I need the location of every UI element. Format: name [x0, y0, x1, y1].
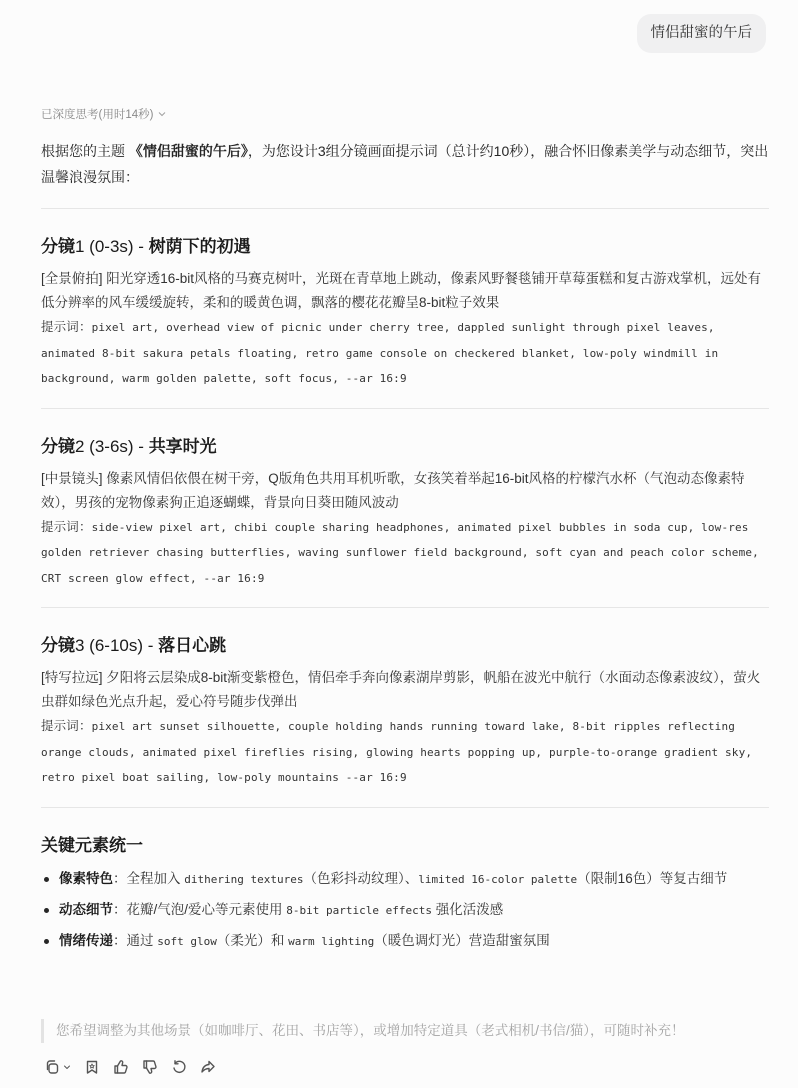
scene-1 — [41, 235, 769, 392]
user-message-bubble — [637, 14, 767, 53]
scene-description: [全景俯拍] 阳光穿透16-bit风格的马赛克树叶，光斑在青草地上跳动，像素风野餐毯铺开草莓蛋糕和复古游戏掌机，远处有低分辨率的风车缓缓旋转，柔和的暖黄色调，飘落的樱花花瓣呈8-bit粒子效果 — [41, 271, 762, 310]
thumbs-down-icon — [142, 1059, 158, 1075]
thumbs-up-icon — [113, 1059, 129, 1075]
scene-title: 分镜2 (3-6s) - 共享时光 — [41, 436, 217, 456]
scene-title: 分镜1 (0-3s) - 树荫下的初遇 — [41, 237, 251, 256]
key-elements-list — [41, 866, 769, 955]
intro-theme: 《情侣甜蜜的午后》 — [128, 143, 248, 159]
copy-icon — [44, 1059, 60, 1075]
key-elements-title: 关键元素统一 — [41, 835, 143, 855]
key-elements — [41, 834, 769, 955]
regenerate-button[interactable] — [169, 1057, 189, 1077]
intro-paragraph — [41, 138, 769, 190]
message-action-bar — [44, 1057, 227, 1077]
share-button[interactable] — [198, 1057, 218, 1077]
closing-quote: 您希望调整为其他场景（如咖啡厅、花田、书店等），或增加特定道具（老式相机/书信/猫），可随时补充！ — [41, 1019, 769, 1043]
chevron-down-icon[interactable] — [62, 1062, 72, 1072]
thinking-toggle[interactable] — [41, 106, 167, 122]
dislike-button[interactable] — [140, 1057, 160, 1077]
thinking-label: 已深度思考(用时14秒) — [41, 109, 154, 121]
refresh-icon — [171, 1059, 187, 1075]
bookmark-button[interactable] — [82, 1057, 102, 1077]
scene-prompt: 提示词：pixel art, overhead view of picnic under cherry tree, dappled sunlight through pixel leaves, animated 8-bit sakura petals floating, retro game console on checkered blanket, low-poly windmill in background, warm golden palette, soft focus, --ar 16:9 — [41, 320, 719, 385]
list-item: 动态细节：花瓣/气泡/爱心等元素使用 8-bit particle effects 强化活泼感 — [41, 897, 769, 924]
list-item: 情绪传递：通过 soft glow（柔光）和 warm lighting（暖色调灯光）营造甜蜜氛围 — [41, 928, 769, 955]
chevron-down-icon — [157, 109, 167, 119]
scene-prompt: 提示词：side-view pixel art, chibi couple sharing headphones, animated pixel bubbles in soda cup, low-res golden retriever chasing butterflies, waving sunflower field background, soft cyan and peach color scheme, CRT screen glow effect, --ar 16:9 — [41, 519, 759, 585]
copy-button[interactable] — [44, 1059, 72, 1075]
intro-prefix: 根据您的主题 — [41, 143, 129, 159]
list-item: 像素特色：全程加入 dithering textures（色彩抖动纹理）、limited 16-color palette（限制16色）等复古细节 — [41, 866, 769, 893]
like-button[interactable] — [111, 1057, 131, 1077]
scene-prompt: 提示词：pixel art sunset silhouette, couple holding hands running toward lake, 8-bit ripples reflecting orange clouds, animated pixel fireflies rising, glowing hearts popping up, purple-to-orange gradient sky, retro pixel boat sailing, low-poly mountains --ar 16:9 — [41, 719, 753, 784]
scene-description: [中景镜头] 像素风情侣依偎在树干旁，Q版角色共用耳机听歌，女孩笑着举起16-bit风格的柠檬汽水杯（气泡动态像素特效），男孩的宠物像素狗正追逐蝴蝶，背景向日葵田随风波动 — [41, 470, 745, 510]
scene-2 — [41, 435, 769, 592]
user-message-text: 情侣甜蜜的午后 — [650, 25, 752, 41]
intro-suffix: ，为您设计3组分镜画面提示词（总计约10秒），融合怀旧像素美学与动态细节，突出温馨浪漫氛围： — [41, 143, 769, 185]
scene-description: [特写拉远] 夕阳将云层染成8-bit渐变紫橙色，情侣牵手奔向像素湖岸剪影，帆船在波光中航行（水面动态像素波纹），萤火虫群如绿色光点升起，爱心符号随步伐弹出 — [41, 670, 761, 709]
assistant-response — [41, 138, 769, 955]
share-icon — [200, 1059, 216, 1075]
bookmark-icon — [84, 1059, 100, 1075]
scene-title: 分镜3 (6-10s) - 落日心跳 — [41, 636, 227, 655]
scene-3 — [41, 634, 769, 791]
